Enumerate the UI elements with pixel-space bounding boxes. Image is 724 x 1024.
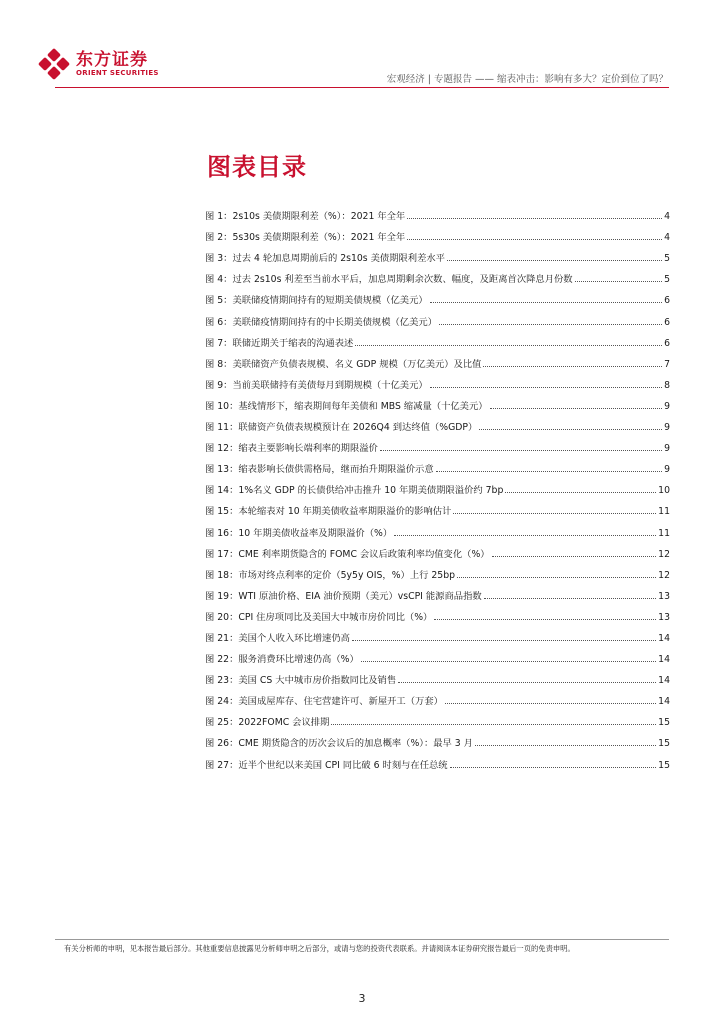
toc-entry-label: 图 27：近半个世纪以来美国 CPI 同比破 6 时刻与在任总统: [205, 759, 448, 771]
toc-entry[interactable]: [205, 433, 670, 454]
toc-entry-label: 图 1：2s10s 美债期限利差（%）：2021 年全年: [205, 211, 406, 223]
toc-entry-label: 图 26：CME 期货隐含的历次会议后的加息概率（%）：最早 3 月: [205, 738, 473, 750]
toc-entry[interactable]: [205, 370, 670, 391]
logo-mark-icon: [40, 50, 68, 78]
footer-disclaimer: 有关分析师的申明，见本报告最后部分。其他重要信息披露见分析师申明之后部分，或请与您的投资代表联系。并请阅读本证券研究报告最后一页的免责申明。: [64, 944, 575, 953]
toc-leader-dots: [407, 218, 662, 219]
toc-entry[interactable]: [205, 412, 670, 433]
toc-entry-page: 12: [658, 569, 670, 581]
header-divider: [55, 87, 669, 88]
toc-entry-page: 9: [664, 464, 670, 476]
toc-entry-page: 15: [658, 738, 670, 750]
report-header: 宏观经济 | 专题报告 —— 缩表冲击：影响有多大？定价到位了吗？: [386, 74, 668, 85]
toc-entry-label: 图 11：联储资产负债表规模预计在 2026Q4 到达终值（%GDP）: [205, 422, 478, 434]
logo-name-cn: 东方证券: [76, 49, 148, 70]
toc-entry[interactable]: [205, 349, 670, 370]
toc-entry[interactable]: [205, 306, 670, 327]
page-number: 3: [358, 992, 366, 1005]
toc-entry-page: 9: [664, 422, 670, 434]
toc-leader-dots: [479, 429, 662, 430]
toc-leader-dots: [434, 619, 656, 620]
toc-leader-dots: [355, 345, 662, 346]
toc-entry-label: 图 8：美联储资产负债表规模、名义 GDP 规模（万亿美元）及比值: [205, 358, 482, 370]
toc-entry[interactable]: [205, 243, 670, 264]
toc-leader-dots: [430, 302, 662, 303]
toc-leader-dots: [575, 281, 662, 282]
toc-entry-label: 图 24：美国成屋库存、住宅营建许可、新屋开工（万套）: [205, 696, 443, 708]
toc-entry[interactable]: [205, 222, 670, 243]
toc-entry[interactable]: [205, 539, 670, 560]
toc-entry-label: 图 5：美联储疫情期间持有的短期美债规模（亿美元）: [205, 295, 428, 307]
toc-entry-label: 图 9：当前美联储持有美债每月到期规模（十亿美元）: [205, 379, 428, 391]
toc-entry[interactable]: [205, 560, 670, 581]
toc-entry[interactable]: [205, 728, 670, 749]
toc-entry-label: 图 13：缩表影响长债供需格局，继而抬升期限溢价示意: [205, 464, 434, 476]
toc-entry[interactable]: [205, 285, 670, 306]
toc-entry[interactable]: [205, 749, 670, 770]
toc-leader-dots: [430, 387, 662, 388]
toc-leader-dots: [331, 724, 656, 725]
toc-entry-page: 13: [658, 611, 670, 623]
logo-name-en: ORIENT SECURITIES: [76, 68, 159, 77]
toc-leader-dots: [407, 239, 662, 240]
toc-entry-page: 7: [664, 358, 670, 370]
toc-entry-page: 5: [664, 274, 670, 286]
toc-entry-page: 14: [658, 675, 670, 687]
company-logo: [40, 50, 159, 78]
toc-leader-dots: [450, 767, 657, 768]
toc-entry-label: 图 23：美国 CS 大中城市房价指数同比及销售: [205, 675, 397, 687]
toc-leader-dots: [436, 471, 662, 472]
toc-entry[interactable]: [205, 707, 670, 728]
toc-entry-label: 图 7：联储近期关于缩表的沟通表述: [205, 337, 354, 349]
toc-entry-page: 8: [664, 379, 670, 391]
toc-leader-dots: [490, 408, 663, 409]
toc-entry[interactable]: [205, 686, 670, 707]
toc-leader-dots: [492, 556, 657, 557]
toc-entry-label: 图 12：缩表主要影响长端利率的期限溢价: [205, 443, 378, 455]
toc-entry-label: 图 15：本轮缩表对 10 年期美债收益率期限溢价的影响估计: [205, 506, 452, 518]
toc-leader-dots: [475, 745, 656, 746]
toc-entry-page: 4: [664, 211, 670, 223]
toc-entry-page: 6: [664, 337, 670, 349]
toc-entry-label: 图 21：美国个人收入环比增速仍高: [205, 632, 350, 644]
toc-entry[interactable]: [205, 328, 670, 349]
toc-entry-label: 图 16：10 年期美债收益率及期限溢价（%）: [205, 527, 393, 539]
toc-entry-label: 图 10：基线情形下，缩表期间每年美债和 MBS 缩减量（十亿美元）: [205, 400, 488, 412]
toc-entry[interactable]: [205, 644, 670, 665]
toc-entry[interactable]: [205, 391, 670, 412]
toc-title: 图表目录: [207, 153, 307, 181]
toc-entry[interactable]: [205, 602, 670, 623]
toc-leader-dots: [394, 535, 656, 536]
toc-entry-label: 图 17：CME 利率期货隐含的 FOMC 会议后政策利率均值变化（%）: [205, 548, 490, 560]
toc-entry[interactable]: [205, 496, 670, 517]
toc-entry-label: 图 14：1%名义 GDP 的长债供给冲击推升 10 年期美债期限溢价约 7bp: [205, 485, 504, 497]
toc-leader-dots: [445, 703, 656, 704]
toc-entry[interactable]: [205, 623, 670, 644]
toc-entry-page: 11: [658, 527, 670, 539]
toc-entry[interactable]: [205, 264, 670, 285]
toc-entry-page: 6: [664, 295, 670, 307]
toc-entry-page: 14: [658, 632, 670, 644]
toc-entry[interactable]: [205, 475, 670, 496]
toc-leader-dots: [453, 513, 656, 514]
toc-leader-dots: [505, 492, 656, 493]
toc-leader-dots: [361, 661, 656, 662]
toc-entry-label: 图 6：美联储疫情期间持有的中长期美债规模（亿美元）: [205, 316, 437, 328]
toc-entry-page: 5: [664, 253, 670, 265]
toc-entry-label: 图 20：CPI 住房项同比及美国大中城市房价同比（%）: [205, 611, 433, 623]
toc-entry-label: 图 3：过去 4 轮加息周期前后的 2s10s 美债期限利差水平: [205, 253, 445, 265]
toc-entry-page: 14: [658, 654, 670, 666]
toc-entry-page: 4: [664, 232, 670, 244]
toc-entry-page: 14: [658, 696, 670, 708]
toc-entry-page: 15: [658, 717, 670, 729]
toc-entry-page: 9: [664, 400, 670, 412]
toc-entry[interactable]: [205, 517, 670, 538]
toc-leader-dots: [457, 577, 656, 578]
toc-entry-page: 6: [664, 316, 670, 328]
toc-entry-page: 15: [658, 759, 670, 771]
toc-entry-label: 图 18：市场对终点利率的定价（5y5y OIS，%）上行 25bp: [205, 569, 456, 581]
footer-divider: [55, 939, 669, 940]
toc-entry-label: 图 2：5s30s 美债期限利差（%）：2021 年全年: [205, 232, 406, 244]
toc-leader-dots: [483, 366, 662, 367]
toc-entry-page: 11: [658, 506, 670, 518]
toc-entry-label: 图 22：服务消费环比增速仍高（%）: [205, 654, 359, 666]
toc-entry[interactable]: [205, 581, 670, 602]
toc-leader-dots: [380, 450, 662, 451]
toc-entry-page: 10: [658, 485, 670, 497]
toc-leader-dots: [447, 260, 662, 261]
toc-entry[interactable]: [205, 454, 670, 475]
toc-leader-dots: [439, 324, 662, 325]
toc-leader-dots: [484, 598, 656, 599]
toc-entry-label: 图 25：2022FOMC 会议排期: [205, 717, 330, 729]
toc-entry-label: 图 4：过去 2s10s 利差至当前水平后，加息周期剩余次数、幅度，及距离首次降息月份数: [205, 274, 573, 286]
toc-entry-page: 13: [658, 590, 670, 602]
toc-entry-page: 12: [658, 548, 670, 560]
toc-leader-dots: [352, 640, 656, 641]
toc-leader-dots: [398, 682, 656, 683]
toc-entry-label: 图 19：WTI 原油价格、EIA 油价预期（美元）vsCPI 能源商品指数: [205, 590, 482, 602]
toc-entry[interactable]: [205, 201, 670, 222]
table-of-figures: [205, 201, 670, 771]
toc-entry-page: 9: [664, 443, 670, 455]
toc-entry[interactable]: [205, 665, 670, 686]
